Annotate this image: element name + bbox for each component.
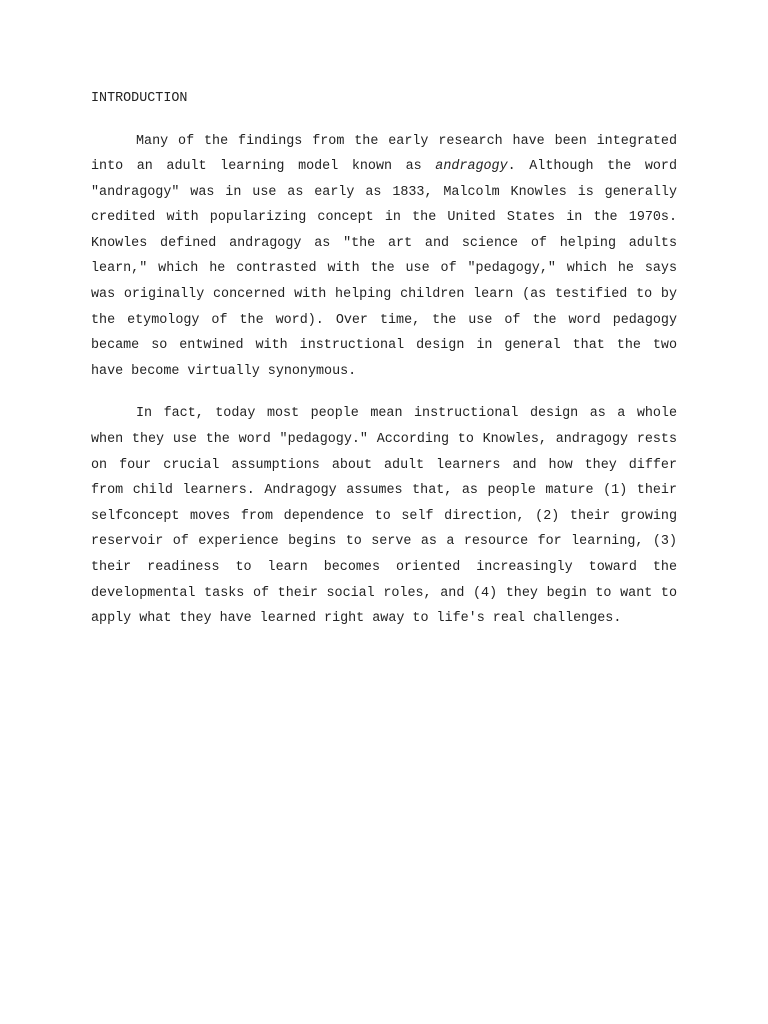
- paragraph-1: [91, 129, 677, 385]
- document-body: [91, 86, 677, 649]
- paragraph-2: In fact, today most people mean instructional design as a whole when they use the word "pedagogy." According to Knowles, andragogy rests on four crucial assumptions about adult learners and how they differ from child learners. Andragogy assumes that, as people mature (1) their selfconcept moves from dependence to self direction, (2) their growing reservoir of experience begins to serve as a resource for learning, (3) their readiness to learn becomes oriented increasingly toward the developmental tasks of their social roles, and (4) they begin to want to apply what they have learned right away to life's real challenges.: [91, 406, 677, 627]
- paragraph-1-text-start: Many of the findings from the early research have been integrated into an adult learning model known as: [91, 133, 677, 175]
- paragraph-1-emphasis: andragogy: [435, 159, 508, 175]
- paragraph-1-text-end: . Although the word "andragogy" was in use as early as 1833, Malcolm Knowles is generally credited with popularizing concept in the United States in the 1970s. Knowles defined andragogy as "the art and science of helping adults learn," which he contrasted with the use of "pedagogy," which he says was originally concerned with helping children learn (as testified to by the etymology of the word). Over time, the use of the word pedagogy became so entwined with instructional design in general that the two have become virtually synonymous.: [91, 159, 677, 379]
- section-heading: INTRODUCTION: [91, 91, 188, 106]
